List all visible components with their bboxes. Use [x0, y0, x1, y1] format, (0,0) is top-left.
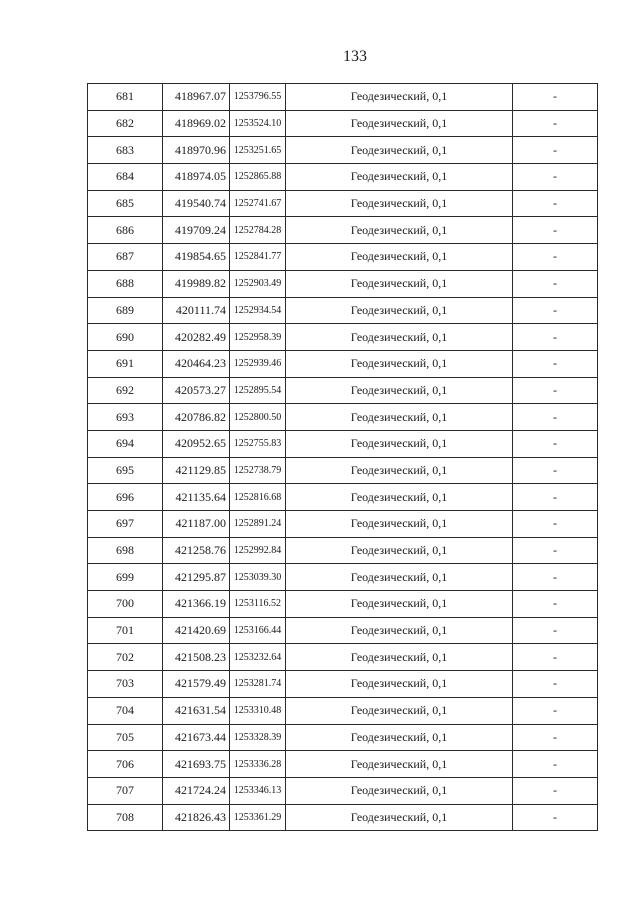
table-row — [88, 751, 598, 778]
table-row — [88, 617, 598, 644]
table-row — [88, 84, 598, 111]
coordinate-x-cell: 420111.74 — [163, 297, 230, 324]
table-row — [88, 457, 598, 484]
extra-cell: - — [513, 751, 598, 778]
table-row — [88, 591, 598, 618]
table-row — [88, 724, 598, 751]
extra-cell: - — [513, 137, 598, 164]
coordinate-y-cell: 1252741.67 — [230, 190, 286, 217]
coordinate-x-cell: 421693.75 — [163, 751, 230, 778]
coordinate-x-cell: 421420.69 — [163, 617, 230, 644]
coordinate-y-cell: 1252800.50 — [230, 404, 286, 431]
point-number-cell: 699 — [88, 564, 163, 591]
coordinate-y-cell: 1253281.74 — [230, 671, 286, 698]
coordinate-x-cell: 421826.43 — [163, 804, 230, 831]
coordinate-x-cell: 418974.05 — [163, 164, 230, 191]
table-row — [88, 164, 598, 191]
coordinate-x-cell: 419989.82 — [163, 270, 230, 297]
table-row — [88, 404, 598, 431]
coordinate-y-cell: 1252958.39 — [230, 324, 286, 351]
method-accuracy-cell: Геодезический, 0,1 — [286, 110, 513, 137]
table-row — [88, 484, 598, 511]
table-row — [88, 377, 598, 404]
coordinate-x-cell: 421724.24 — [163, 777, 230, 804]
point-number-cell: 701 — [88, 617, 163, 644]
method-accuracy-cell: Геодезический, 0,1 — [286, 777, 513, 804]
table-row — [88, 350, 598, 377]
coordinate-y-cell: 1253232.64 — [230, 644, 286, 671]
table-row — [88, 671, 598, 698]
coordinate-y-cell: 1252939.46 — [230, 350, 286, 377]
coordinate-y-cell: 1253346.13 — [230, 777, 286, 804]
method-accuracy-cell: Геодезический, 0,1 — [286, 751, 513, 778]
page-number: 133 — [343, 48, 367, 65]
method-accuracy-cell: Геодезический, 0,1 — [286, 617, 513, 644]
coordinate-y-cell: 1252903.49 — [230, 270, 286, 297]
extra-cell: - — [513, 457, 598, 484]
extra-cell: - — [513, 404, 598, 431]
point-number-cell: 693 — [88, 404, 163, 431]
point-number-cell: 695 — [88, 457, 163, 484]
point-number-cell: 681 — [88, 84, 163, 111]
extra-cell: - — [513, 377, 598, 404]
coordinate-x-cell: 418967.07 — [163, 84, 230, 111]
point-number-cell: 685 — [88, 190, 163, 217]
table-row — [88, 137, 598, 164]
coordinate-y-cell: 1252738.79 — [230, 457, 286, 484]
table-row — [88, 270, 598, 297]
point-number-cell: 684 — [88, 164, 163, 191]
point-number-cell: 700 — [88, 591, 163, 618]
method-accuracy-cell: Геодезический, 0,1 — [286, 697, 513, 724]
extra-cell: - — [513, 617, 598, 644]
coordinate-x-cell: 420786.82 — [163, 404, 230, 431]
table-row — [88, 110, 598, 137]
point-number-cell: 689 — [88, 297, 163, 324]
coordinate-y-cell: 1252784.28 — [230, 217, 286, 244]
method-accuracy-cell: Геодезический, 0,1 — [286, 511, 513, 538]
extra-cell: - — [513, 484, 598, 511]
coordinate-x-cell: 421258.76 — [163, 537, 230, 564]
coordinate-y-cell: 1253166.44 — [230, 617, 286, 644]
table-row — [88, 297, 598, 324]
point-number-cell: 690 — [88, 324, 163, 351]
coordinate-x-cell: 421295.87 — [163, 564, 230, 591]
extra-cell: - — [513, 591, 598, 618]
method-accuracy-cell: Геодезический, 0,1 — [286, 537, 513, 564]
method-accuracy-cell: Геодезический, 0,1 — [286, 164, 513, 191]
extra-cell: - — [513, 724, 598, 751]
point-number-cell: 706 — [88, 751, 163, 778]
method-accuracy-cell: Геодезический, 0,1 — [286, 244, 513, 271]
method-accuracy-cell: Геодезический, 0,1 — [286, 404, 513, 431]
coordinate-x-cell: 421508.23 — [163, 644, 230, 671]
table-row — [88, 324, 598, 351]
extra-cell: - — [513, 297, 598, 324]
coordinate-y-cell: 1253524.10 — [230, 110, 286, 137]
extra-cell: - — [513, 84, 598, 111]
method-accuracy-cell: Геодезический, 0,1 — [286, 457, 513, 484]
table-row — [88, 217, 598, 244]
point-number-cell: 708 — [88, 804, 163, 831]
coordinate-x-cell: 419709.24 — [163, 217, 230, 244]
extra-cell: - — [513, 324, 598, 351]
method-accuracy-cell: Геодезический, 0,1 — [286, 137, 513, 164]
method-accuracy-cell: Геодезический, 0,1 — [286, 350, 513, 377]
table-row — [88, 804, 598, 831]
coordinate-x-cell: 419540.74 — [163, 190, 230, 217]
coordinate-x-cell: 418970.96 — [163, 137, 230, 164]
point-number-cell: 687 — [88, 244, 163, 271]
coordinate-x-cell: 420282.49 — [163, 324, 230, 351]
coordinate-y-cell: 1252895.54 — [230, 377, 286, 404]
coordinate-y-cell: 1252841.77 — [230, 244, 286, 271]
coordinate-y-cell: 1252865.88 — [230, 164, 286, 191]
extra-cell: - — [513, 270, 598, 297]
coordinate-x-cell: 418969.02 — [163, 110, 230, 137]
extra-cell: - — [513, 537, 598, 564]
table-row — [88, 244, 598, 271]
coordinate-x-cell: 420464.23 — [163, 350, 230, 377]
table-row — [88, 511, 598, 538]
point-number-cell: 688 — [88, 270, 163, 297]
point-number-cell: 697 — [88, 511, 163, 538]
point-number-cell: 692 — [88, 377, 163, 404]
method-accuracy-cell: Геодезический, 0,1 — [286, 297, 513, 324]
point-number-cell: 694 — [88, 430, 163, 457]
point-number-cell: 686 — [88, 217, 163, 244]
method-accuracy-cell: Геодезический, 0,1 — [286, 804, 513, 831]
table-row — [88, 430, 598, 457]
table-row — [88, 537, 598, 564]
coordinate-x-cell: 420573.27 — [163, 377, 230, 404]
method-accuracy-cell: Геодезический, 0,1 — [286, 217, 513, 244]
coordinate-x-cell: 421579.49 — [163, 671, 230, 698]
point-number-cell: 691 — [88, 350, 163, 377]
coordinate-y-cell: 1253310.48 — [230, 697, 286, 724]
method-accuracy-cell: Геодезический, 0,1 — [286, 671, 513, 698]
coordinate-x-cell: 421366.19 — [163, 591, 230, 618]
point-number-cell: 703 — [88, 671, 163, 698]
point-number-cell: 702 — [88, 644, 163, 671]
extra-cell: - — [513, 777, 598, 804]
extra-cell: - — [513, 350, 598, 377]
point-number-cell: 683 — [88, 137, 163, 164]
method-accuracy-cell: Геодезический, 0,1 — [286, 377, 513, 404]
point-number-cell: 696 — [88, 484, 163, 511]
coordinate-x-cell: 421673.44 — [163, 724, 230, 751]
method-accuracy-cell: Геодезический, 0,1 — [286, 724, 513, 751]
extra-cell: - — [513, 164, 598, 191]
method-accuracy-cell: Геодезический, 0,1 — [286, 564, 513, 591]
coordinate-y-cell: 1252934.54 — [230, 297, 286, 324]
table-row — [88, 697, 598, 724]
coordinate-x-cell: 421135.64 — [163, 484, 230, 511]
table-row — [88, 777, 598, 804]
extra-cell: - — [513, 511, 598, 538]
coordinates-table — [87, 83, 598, 831]
point-number-cell: 704 — [88, 697, 163, 724]
coordinate-y-cell: 1253796.55 — [230, 84, 286, 111]
coordinate-y-cell: 1253361.29 — [230, 804, 286, 831]
method-accuracy-cell: Геодезический, 0,1 — [286, 644, 513, 671]
method-accuracy-cell: Геодезический, 0,1 — [286, 591, 513, 618]
extra-cell: - — [513, 804, 598, 831]
coordinates-table-body — [88, 84, 598, 831]
point-number-cell: 705 — [88, 724, 163, 751]
coordinate-x-cell: 420952.65 — [163, 430, 230, 457]
extra-cell: - — [513, 644, 598, 671]
extra-cell: - — [513, 697, 598, 724]
method-accuracy-cell: Геодезический, 0,1 — [286, 430, 513, 457]
coordinate-y-cell: 1252891.24 — [230, 511, 286, 538]
table-row — [88, 564, 598, 591]
coordinate-y-cell: 1252992.84 — [230, 537, 286, 564]
method-accuracy-cell: Геодезический, 0,1 — [286, 324, 513, 351]
coordinate-x-cell: 421187.00 — [163, 511, 230, 538]
method-accuracy-cell: Геодезический, 0,1 — [286, 484, 513, 511]
extra-cell: - — [513, 430, 598, 457]
coordinate-y-cell: 1253251.65 — [230, 137, 286, 164]
point-number-cell: 682 — [88, 110, 163, 137]
extra-cell: - — [513, 217, 598, 244]
point-number-cell: 698 — [88, 537, 163, 564]
coordinate-x-cell: 419854.65 — [163, 244, 230, 271]
table-row — [88, 644, 598, 671]
coordinate-y-cell: 1252816.68 — [230, 484, 286, 511]
coordinate-y-cell: 1252755.83 — [230, 430, 286, 457]
coordinate-x-cell: 421631.54 — [163, 697, 230, 724]
extra-cell: - — [513, 110, 598, 137]
method-accuracy-cell: Геодезический, 0,1 — [286, 84, 513, 111]
coordinate-x-cell: 421129.85 — [163, 457, 230, 484]
coordinate-y-cell: 1253039.30 — [230, 564, 286, 591]
method-accuracy-cell: Геодезический, 0,1 — [286, 190, 513, 217]
extra-cell: - — [513, 564, 598, 591]
coordinate-y-cell: 1253116.52 — [230, 591, 286, 618]
coordinate-y-cell: 1253336.28 — [230, 751, 286, 778]
extra-cell: - — [513, 244, 598, 271]
method-accuracy-cell: Геодезический, 0,1 — [286, 270, 513, 297]
table-row — [88, 190, 598, 217]
extra-cell: - — [513, 671, 598, 698]
extra-cell: - — [513, 190, 598, 217]
point-number-cell: 707 — [88, 777, 163, 804]
coordinate-y-cell: 1253328.39 — [230, 724, 286, 751]
